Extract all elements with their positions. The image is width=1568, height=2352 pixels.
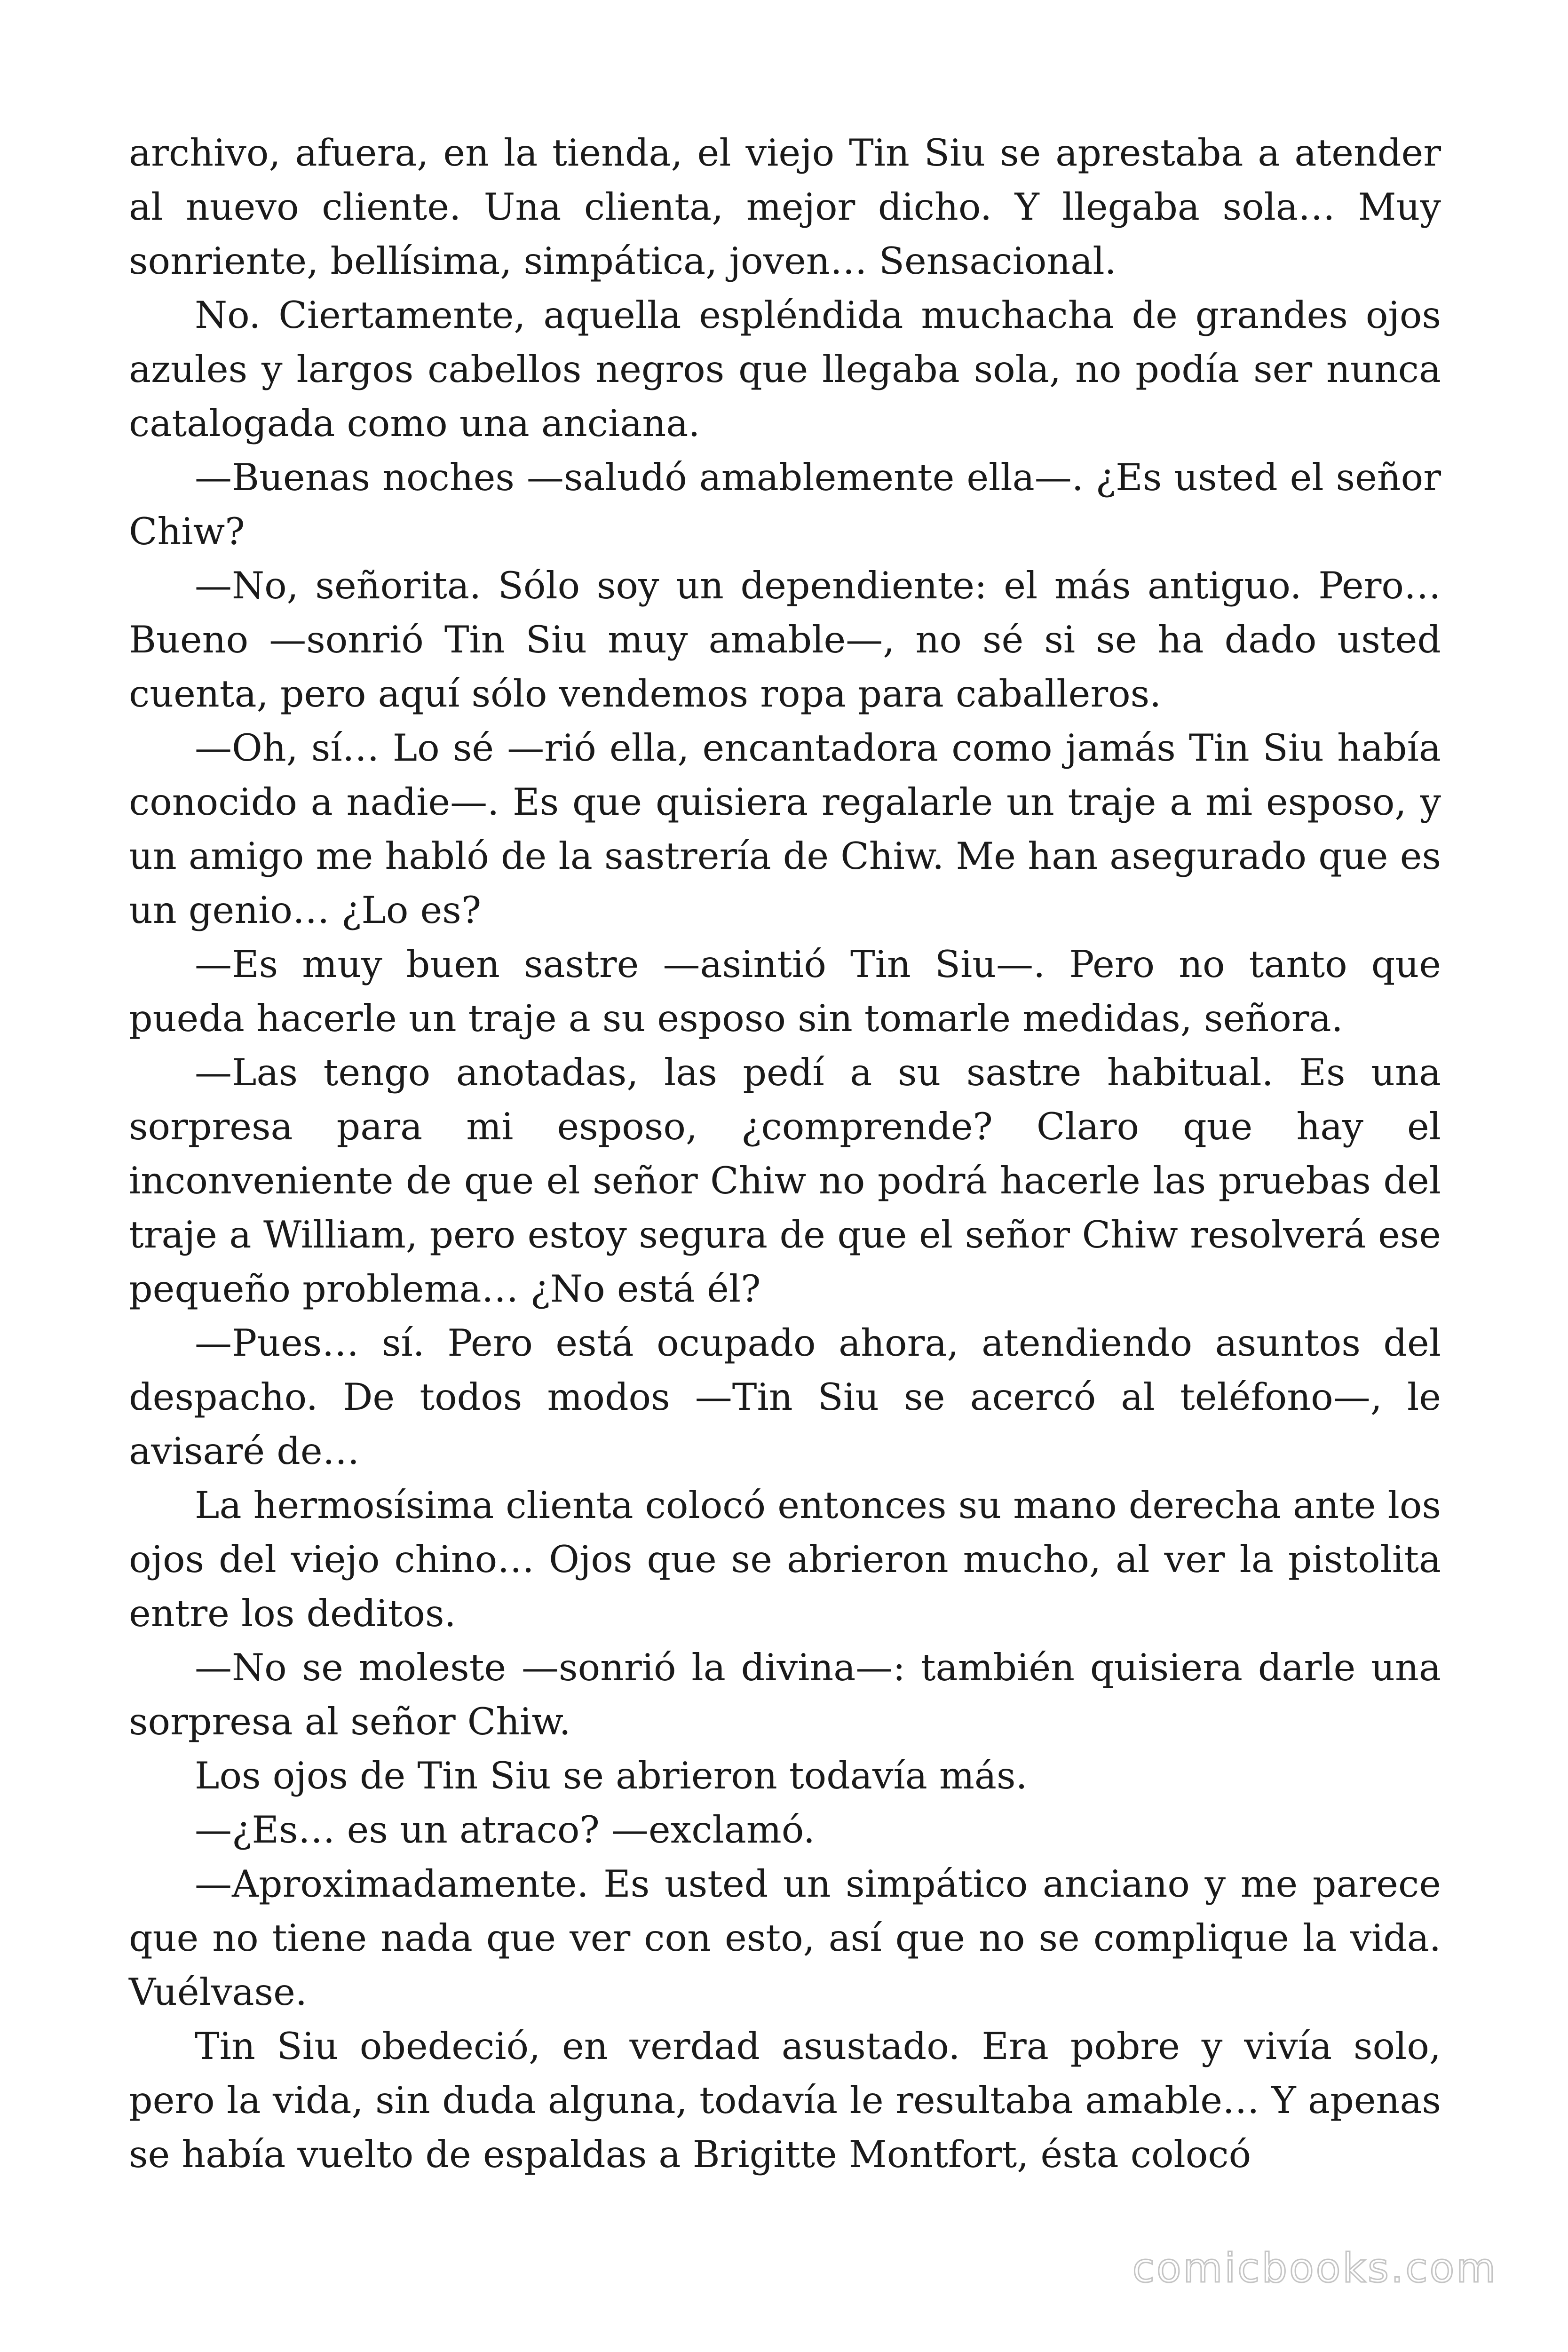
paragraph: archivo, afuera, en la tienda, el viejo Tin Siu se aprestaba a atender al nuevo cliente. Una clienta, mejor dicho. Y llegaba sola… Muy sonriente, bellísima, simpática, joven… Sensacional. — [129, 131, 1441, 283]
paragraph: La hermosísima clienta colocó entonces su mano derecha ante los ojos del viejo chino… Ojos que se abrieron mucho, al ver la pistolita entre los deditos. — [129, 1484, 1441, 1635]
paragraph: —¿Es… es un atraco? —exclamó. — [195, 1808, 816, 1851]
watermark: comicbooks.com — [1132, 2245, 1497, 2292]
paragraph: —Pues… sí. Pero está ocupado ahora, atendiendo asuntos del despacho. De todos modos —Tin Siu se acercó al teléfono—, le avisaré de… — [129, 1321, 1441, 1473]
paragraph: —Las tengo anotadas, las pedí a su sastre habitual. Es una sorpresa para mi esposo, ¿comprende? Claro que hay el inconveniente de que el señor Chiw no podrá hacerle las pruebas del traje a William, pero estoy segura de que el señor Chiw resolverá ese pequeño problema… ¿No está él? — [129, 1051, 1441, 1311]
paragraph: —Oh, sí… Lo sé —rió ella, encantadora como jamás Tin Siu había conocido a nadie—. Es que quisiera regalarle un traje a mi esposo, y un amigo me habló de la sastrería de Chiw. Me han asegurado que es un genio… ¿Lo es? — [129, 726, 1441, 932]
paragraph: —Aproximadamente. Es usted un simpático anciano y me parece que no tiene nada que ver con esto, así que no se complique la vida. Vuélvase. — [129, 1862, 1441, 2014]
paragraph: Los ojos de Tin Siu se abrieron todavía más. — [195, 1754, 1028, 1797]
paragraph: —Es muy buen sastre —asintió Tin Siu—. Pero no tanto que pueda hacerle un traje a su esposo sin tomarle medidas, señora. — [129, 943, 1441, 1040]
page-body — [129, 126, 1441, 2182]
paragraph: No. Ciertamente, aquella espléndida muchacha de grandes ojos azules y largos cabellos negros que llegaba sola, no podía ser nunca catalogada como una anciana. — [129, 294, 1441, 445]
paragraph: —No, señorita. Sólo soy un dependiente: el más antiguo. Pero… Bueno —sonrió Tin Siu muy amable—, no sé si se ha dado usted cuenta, pero aquí sólo vendemos ropa para caballeros. — [129, 564, 1441, 715]
paragraph: —Buenas noches —saludó amablemente ella—. ¿Es usted el señor Chiw? — [129, 456, 1441, 553]
paragraph: Tin Siu obedeció, en verdad asustado. Era pobre y vivía solo, pero la vida, sin duda alguna, todavía le resultaba amable… Y apenas se había vuelto de espaldas a Brigitte Montfort, ésta colocó — [129, 2025, 1441, 2176]
paragraph: —No se moleste —sonrió la divina—: también quisiera darle una sorpresa al señor Chiw. — [129, 1646, 1441, 1743]
